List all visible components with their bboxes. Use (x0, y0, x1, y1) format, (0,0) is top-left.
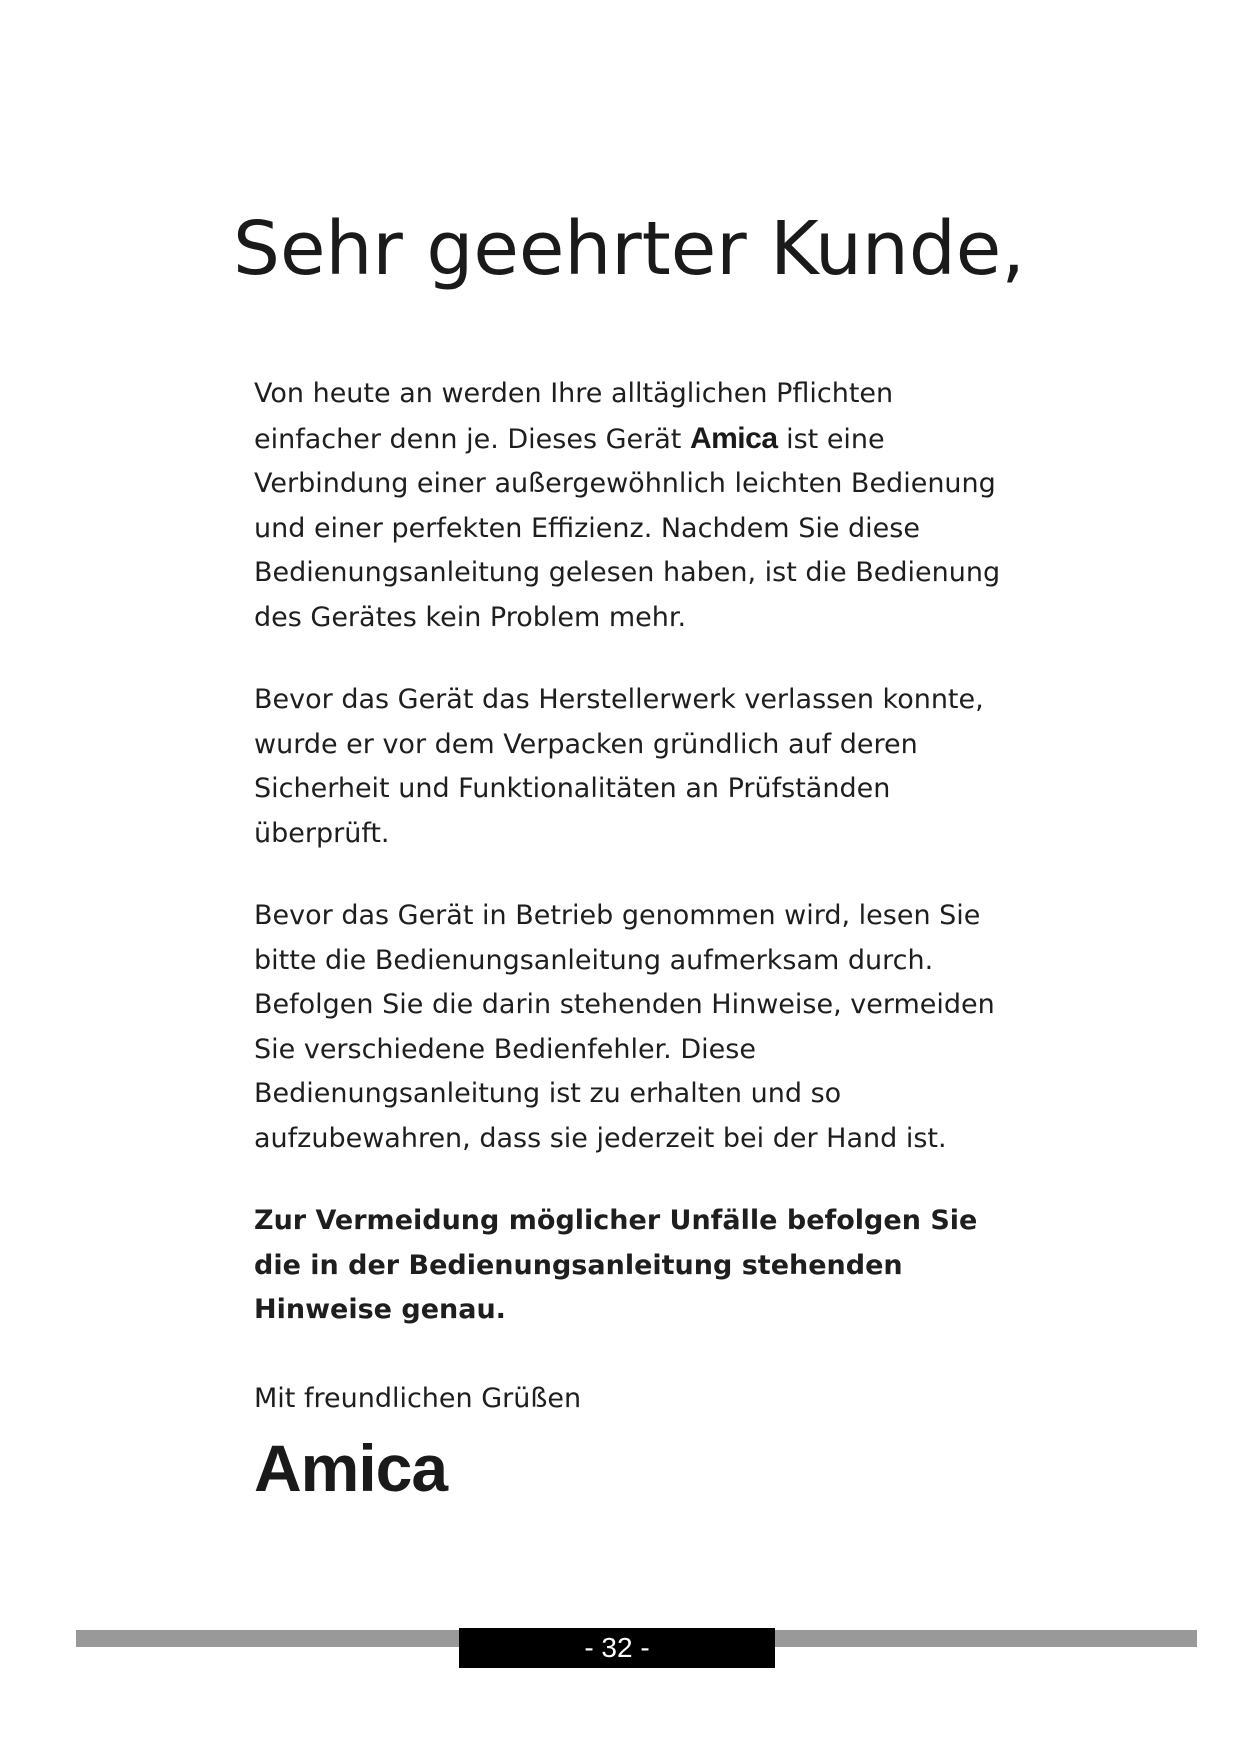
amica-inline-logo: Amica (689, 421, 778, 455)
read-manual-paragraph: Bevor das Gerät in Betrieb genommen wird, lesen Sie bitte die Bedienungsanleitung aufmerksam durch. Befolgen Sie die darin stehenden Hinweise, vermeiden Sie verschiedene Bedienfehler. Diese Bedienungsanleitung ist zu erhalten und so aufzubewahren, dass sie jederzeit bei der Hand ist. (254, 900, 995, 1154)
amica-signature-logo: Amica (254, 1431, 448, 1505)
page-number: - 32 - (459, 1628, 775, 1668)
closing-greeting: Mit freundlichen Grüßen (254, 1382, 582, 1414)
letter-body (254, 372, 1014, 1505)
intro-paragraph (254, 372, 1014, 640)
page-title: Sehr geehrter Kunde, (233, 206, 1025, 292)
safety-warning: Zur Vermeidung möglicher Unfälle befolgen Sie die in der Bedienungsanleitung stehenden Hinweise genau. (254, 1205, 978, 1325)
factory-check-paragraph: Bevor das Gerät das Herstellerwerk verlassen konnte, wurde er vor dem Verpacken gründlich auf deren Sicherheit und Funktionalitäten an Prüfständen überprüft. (254, 684, 984, 849)
intro-text-end: ist eine Verbindung einer außergewöhnlich leichten Bedienung und einer perfekten Effizienz. Nachdem Sie diese Bedienungsanleitung gelesen haben, ist die Bedienung des Gerätes kein Problem mehr. (254, 423, 1001, 633)
intro-text-start: Von heute an werden Ihre alltäglichen Pflichten einfacher denn je. Dieses Gerät (254, 378, 894, 455)
